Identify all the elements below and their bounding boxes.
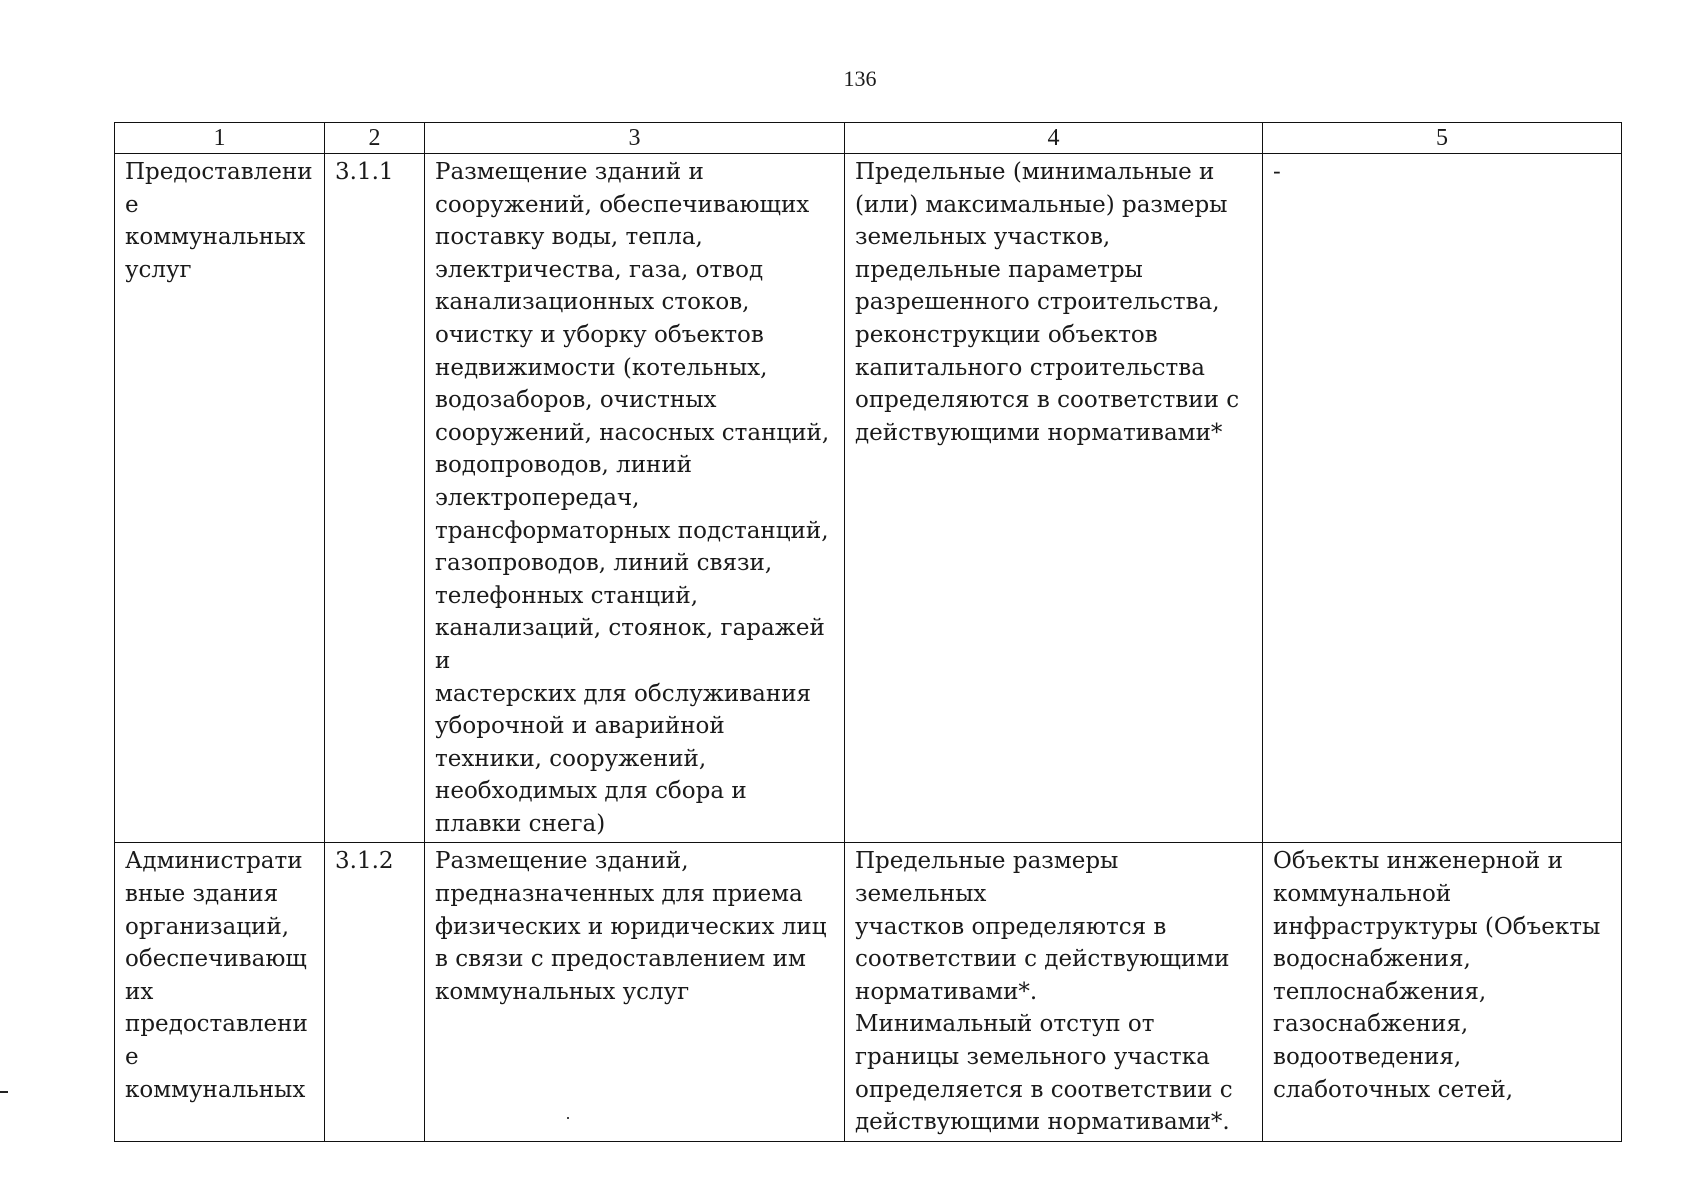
use-type-description: Размещение зданий, предназначенных для приема физических и юридических лиц в связи с предоставлением им коммунальных услуг: [425, 843, 845, 1141]
table-row: [115, 843, 1622, 1141]
column-header-3: 3: [425, 123, 845, 154]
page-number: 136: [843, 66, 877, 91]
use-type-description: Размещение зданий и сооружений, обеспечивающих поставку воды, тепла, электричества, газа, отвод канализационных стоков, очистку и уборку объектов недвижимости (котельных, водозаборов, очистных сооружений, насосных станций, водопроводов, линий электропередач, трансформаторных подстанций, газопроводов, линий связи, телефонных станций, канализаций, стоянок, гаражей и мастерских для обслуживания уборочной и аварийной техники, сооружений, необходимых для сбора и плавки снега): [425, 154, 845, 843]
column-header-2: 2: [325, 123, 425, 154]
table-row: [115, 154, 1622, 843]
use-type-name: Администрати вные здания организаций, обеспечивающ их предоставлени е коммунальных: [115, 843, 325, 1141]
use-type-parameters: Предельные размеры земельных участков определяются в соответствии с действующими нормативами*. Минимальный отступ от границы земельного участка определяется в соответствии с действующими нормативами*.: [845, 843, 1263, 1141]
use-type-code: 3.1.2: [325, 843, 425, 1141]
land-use-table: [114, 122, 1622, 1142]
scan-mark-dot: [567, 1117, 569, 1119]
table-header-row: [115, 123, 1622, 154]
use-type-parameters: Предельные (минимальные и (или) максимальные) размеры земельных участков, предельные параметры разрешенного строительства, реконструкции объектов капитального строительства определяются в соответствии с действующими нормативами*: [845, 154, 1263, 843]
use-type-code: 3.1.1: [325, 154, 425, 843]
column-header-1: 1: [115, 123, 325, 154]
scan-mark-dash: [0, 1091, 8, 1093]
use-type-name: Предоставлени е коммунальных услуг: [115, 154, 325, 843]
column-header-5: 5: [1263, 123, 1622, 154]
use-type-notes: -: [1263, 154, 1622, 843]
use-type-notes: Объекты инженерной и коммунальной инфраструктуры (Объекты водоснабжения, теплоснабжения, газоснабжения, водоотведения, слаботочных сетей,: [1263, 843, 1622, 1141]
column-header-4: 4: [845, 123, 1263, 154]
